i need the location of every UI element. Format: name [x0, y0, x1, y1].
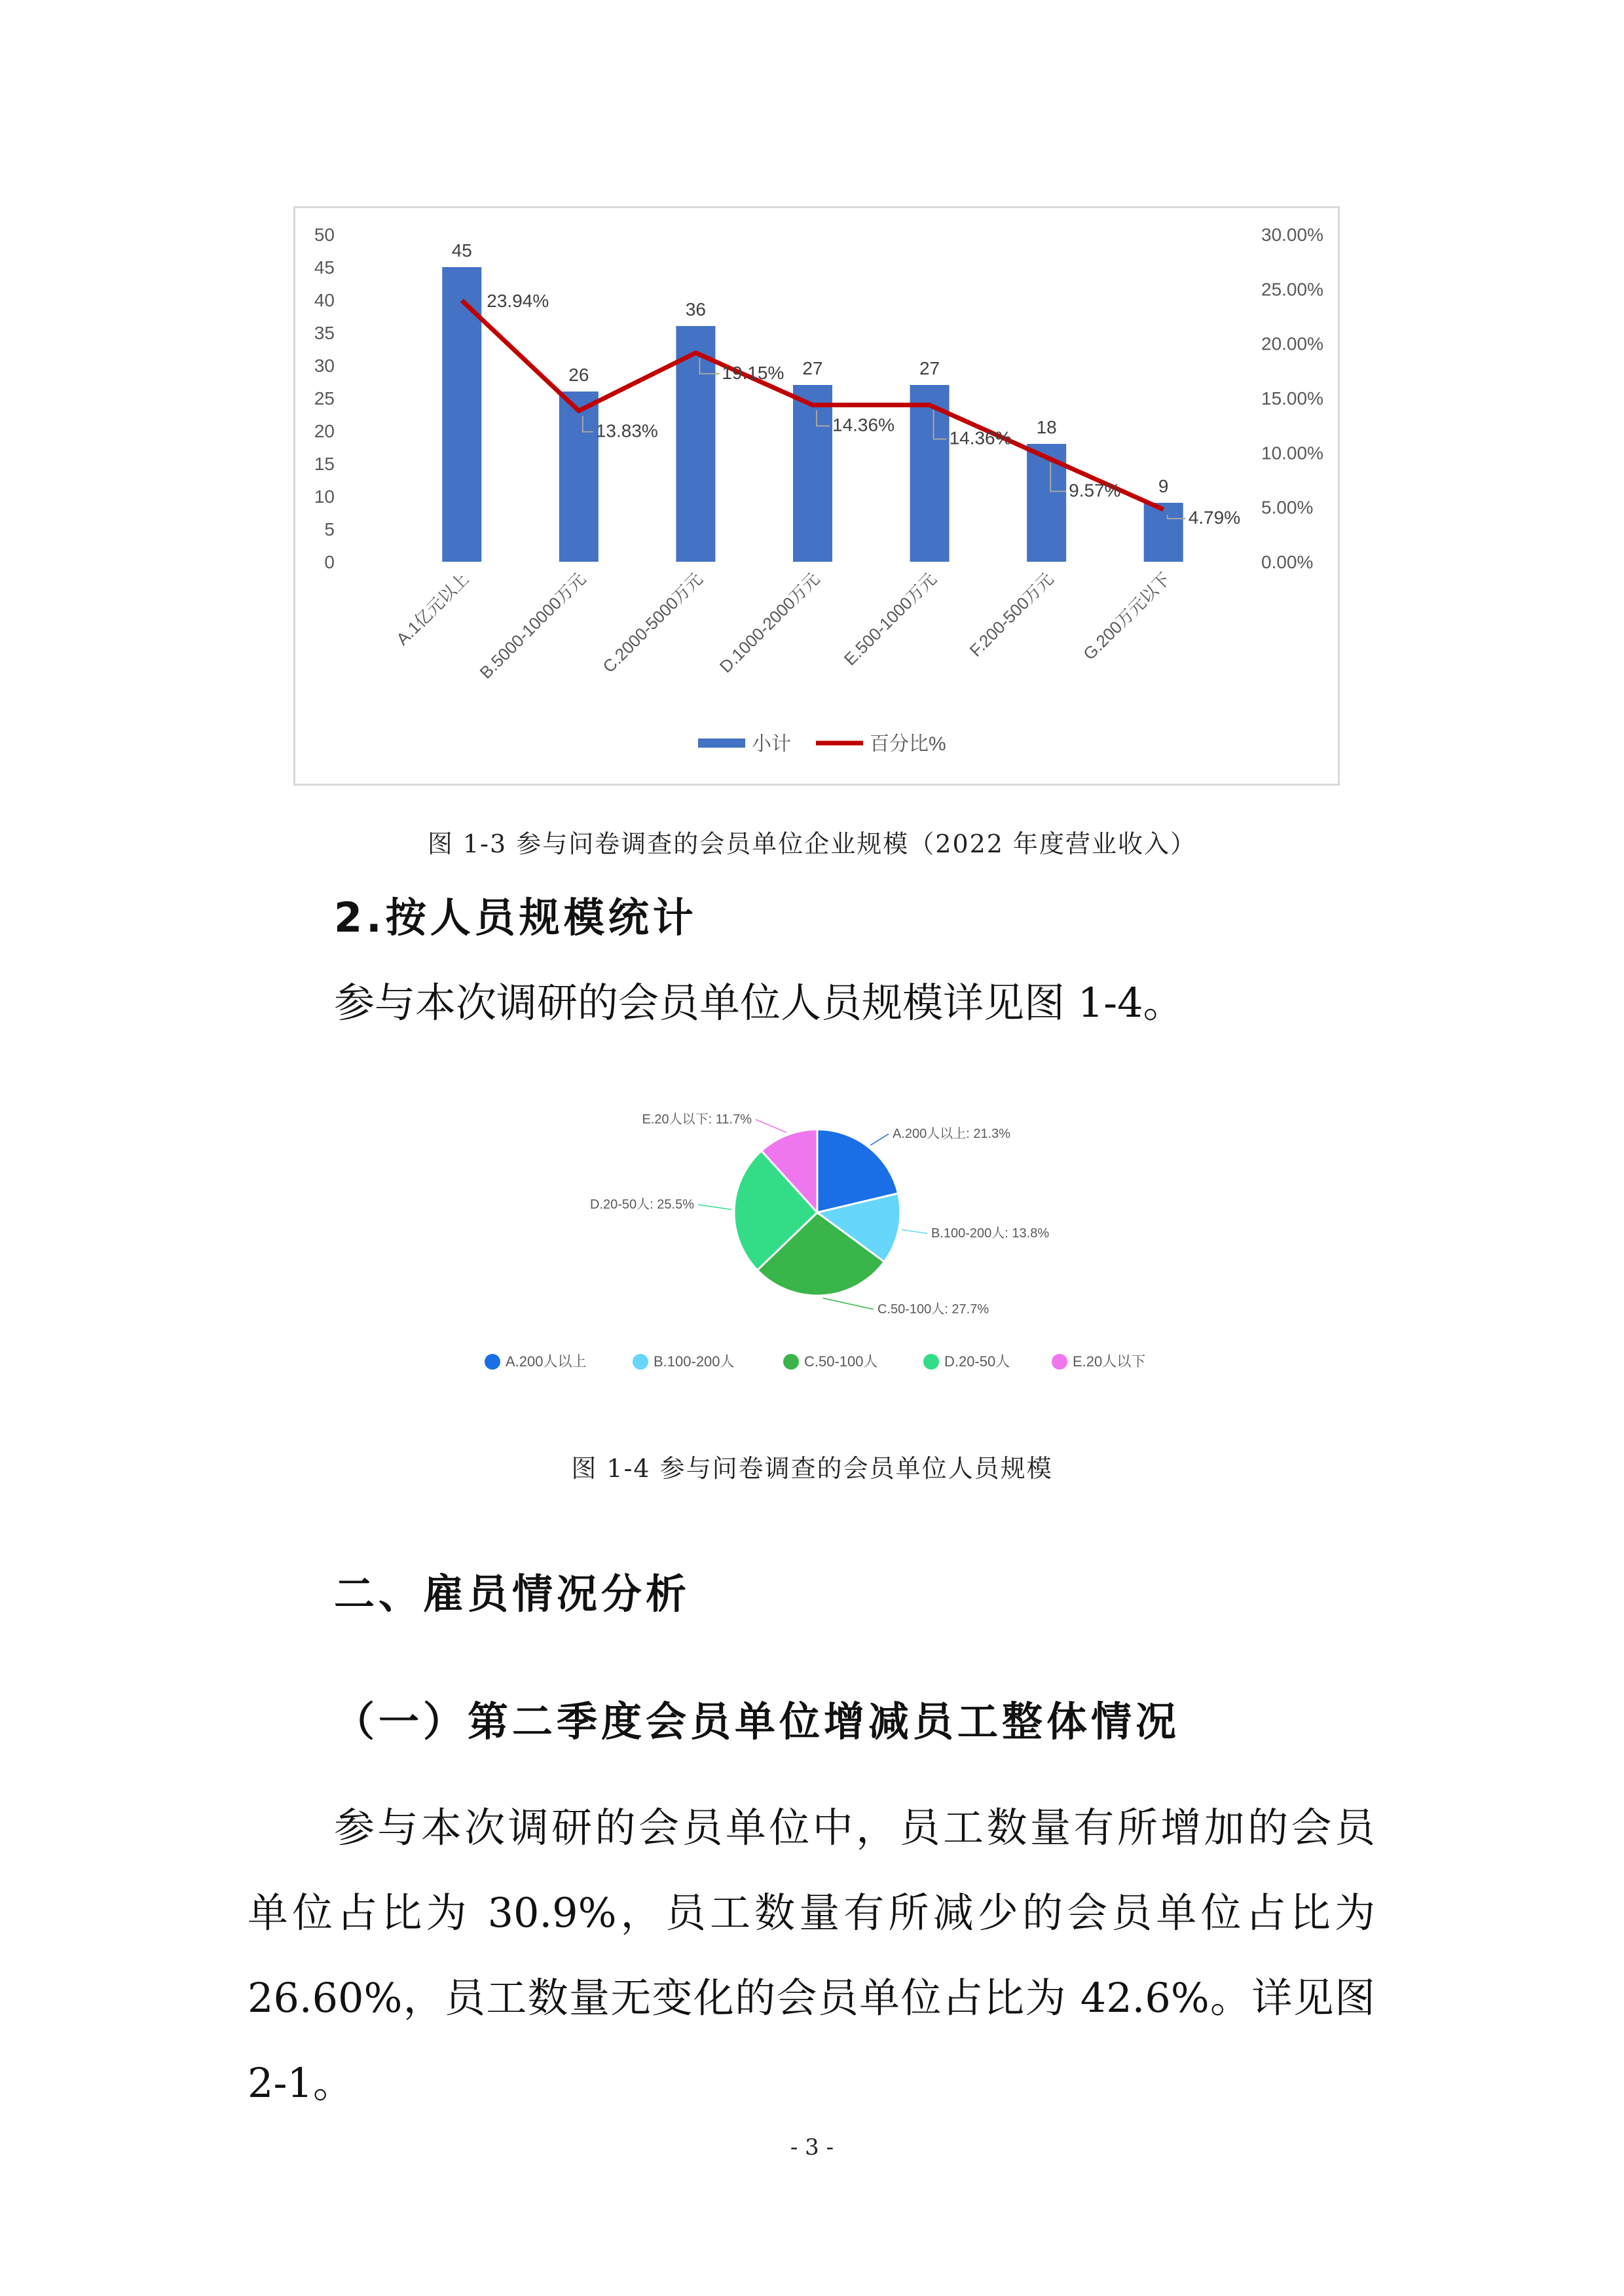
- bar-data-label: 18: [1036, 417, 1057, 437]
- line-data-label: 14.36%: [832, 414, 895, 435]
- category-tick-label: F.200-500万元: [965, 569, 1058, 661]
- paragraph-line-3: 26.60%，员工数量无变化的会员单位占比为 42.6%。详见图: [248, 1974, 1375, 2022]
- pie-leader-line: [823, 1298, 874, 1309]
- line-data-label: 23.94%: [487, 291, 549, 311]
- category-tick-label: C.2000-5000万元: [599, 569, 707, 677]
- pie-leader-line: [756, 1120, 786, 1133]
- pie-leader-line: [870, 1134, 889, 1145]
- legend-label-line: 百分比%: [870, 733, 946, 755]
- legend-marker: [633, 1354, 648, 1370]
- pie-leader-line: [698, 1205, 731, 1209]
- right-axis-tick-label: 10.00%: [1261, 443, 1323, 464]
- bar: [1144, 503, 1183, 562]
- legend-swatch-bar: [698, 738, 745, 748]
- line-data-label: 4.79%: [1188, 507, 1241, 528]
- part-two-sub-heading: （一）第二季度会员单位增减员工整体情况: [334, 1698, 1181, 1745]
- left-axis-tick-label: 10: [314, 486, 335, 507]
- revenue-scale-chart-svg: [295, 208, 1338, 784]
- figure-1-4-caption: 图 1-4 参与问卷调查的会员单位人员规模: [571, 1454, 1053, 1483]
- bar-data-label: 45: [451, 240, 472, 261]
- category-tick-label: A.1亿元以上: [392, 569, 473, 649]
- pie-slice-label: E.20人以下: 11.7%: [642, 1112, 752, 1127]
- pie-slice-label: A.200人以上: 21.3%: [893, 1127, 1011, 1141]
- section-staff-scale-text: 参与本次调研的会员单位人员规模详见图 1-4。: [334, 979, 1184, 1027]
- left-axis-tick-label: 40: [314, 290, 335, 310]
- legend-label: C.50-100人: [804, 1353, 878, 1370]
- right-axis-tick-label: 30.00%: [1261, 225, 1323, 245]
- category-tick-label: G.200万元以下: [1079, 569, 1174, 664]
- figure-1-3-caption: 图 1-3 参与问卷调查的会员单位企业规模（2022 年度营业收入）: [427, 829, 1197, 858]
- category-tick-label: B.5000-10000万元: [475, 569, 590, 683]
- staff-scale-pie-svg: [458, 1061, 1166, 1388]
- bar: [793, 385, 832, 562]
- right-axis-tick-label: 25.00%: [1261, 279, 1323, 300]
- category-tick-label: D.1000-2000万元: [715, 569, 824, 677]
- pie-slice-label: B.100-200人: 13.8%: [931, 1226, 1050, 1241]
- legend-label: D.20-50人: [944, 1353, 1010, 1370]
- legend-label: A.200人以上: [506, 1353, 587, 1370]
- left-axis-tick-label: 25: [314, 388, 335, 409]
- legend-marker: [923, 1354, 939, 1370]
- paragraph-line-2: 单位占比为 30.9%，员工数量有所减少的会员单位占比为: [248, 1889, 1375, 1937]
- bar-data-label: 27: [919, 358, 940, 378]
- bar-data-label: 26: [568, 365, 589, 385]
- left-axis-tick-label: 30: [314, 355, 335, 376]
- pie-leader-line: [901, 1230, 927, 1233]
- bar-data-label: 27: [802, 358, 823, 378]
- legend-marker: [485, 1354, 500, 1370]
- category-tick-label: E.500-1000万元: [840, 569, 940, 670]
- right-axis-tick-label: 5.00%: [1261, 497, 1314, 518]
- left-axis-tick-label: 50: [314, 225, 335, 245]
- legend-marker: [783, 1354, 799, 1370]
- revenue-scale-chart: [293, 206, 1340, 786]
- line-data-label: 19.15%: [722, 362, 784, 383]
- bar-data-label: 9: [1158, 476, 1169, 496]
- legend-marker: [1052, 1354, 1067, 1370]
- pie-slice-label: D.20-50人: 25.5%: [590, 1197, 694, 1212]
- left-axis-tick-label: 20: [314, 421, 335, 441]
- bar-data-label: 36: [685, 299, 707, 319]
- paragraph-line-1: 参与本次调研的会员单位中，员工数量有所增加的会员: [334, 1804, 1375, 1851]
- staff-scale-pie-chart: [458, 1061, 1166, 1388]
- part-two-heading: 二、雇员情况分析: [334, 1570, 691, 1618]
- left-axis-tick-label: 15: [314, 454, 335, 474]
- legend-label-bar: 小计: [752, 733, 791, 755]
- paragraph-line-4: 2-1。: [248, 2059, 354, 2107]
- right-axis-tick-label: 20.00%: [1261, 333, 1323, 354]
- right-axis-tick-label: 0.00%: [1261, 552, 1314, 572]
- bar: [559, 392, 599, 562]
- left-axis-tick-label: 35: [314, 323, 335, 343]
- line-data-label: 9.57%: [1069, 480, 1121, 501]
- section-heading-staff-scale: 2.按人员规模统计: [334, 894, 697, 941]
- line-data-label: 13.83%: [595, 420, 658, 441]
- page-number: - 3 -: [790, 2134, 834, 2160]
- line-data-label: 14.36%: [949, 428, 1012, 448]
- left-axis-tick-label: 45: [314, 257, 335, 278]
- left-axis-tick-label: 0: [324, 552, 335, 572]
- right-axis-tick-label: 15.00%: [1261, 388, 1323, 409]
- legend-label: B.100-200人: [654, 1353, 735, 1370]
- left-axis-tick-label: 5: [324, 519, 335, 539]
- pie-slice-label: C.50-100人: 27.7%: [877, 1302, 989, 1317]
- legend-label: E.20人以下: [1073, 1353, 1146, 1370]
